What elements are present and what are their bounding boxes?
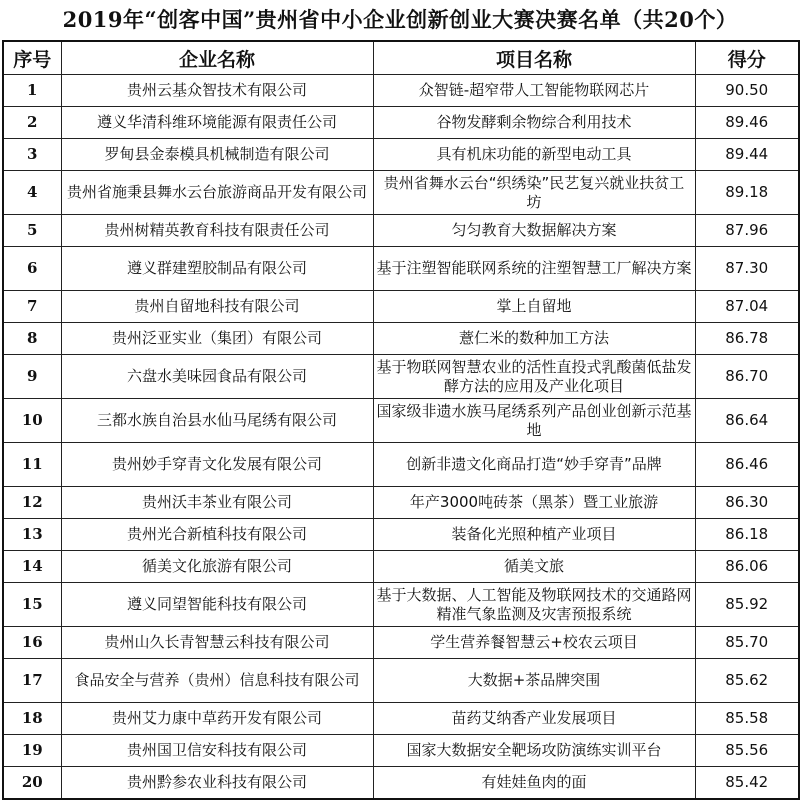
row-project: 基于注塑智能联网系统的注塑智慧工厂解决方案 [373, 247, 695, 291]
table-row [3, 355, 799, 399]
row-project: 创新非遗文化商品打造“妙手穿青”品牌 [373, 443, 695, 487]
table-row [3, 627, 799, 659]
table-row [3, 247, 799, 291]
row-score: 90.50 [695, 75, 799, 107]
row-score: 87.04 [695, 291, 799, 323]
row-company: 遵义华清科维环境能源有限责任公司 [61, 107, 373, 139]
row-seq: 6 [3, 247, 61, 291]
row-project: 基于大数据、人工智能及物联网技术的交通路网精准气象监测及灾害预报系统 [373, 583, 695, 627]
row-project: 匀匀教育大数据解决方案 [373, 215, 695, 247]
row-seq: 18 [3, 703, 61, 735]
row-seq: 1 [3, 75, 61, 107]
table-header-row [3, 41, 799, 75]
row-score: 87.30 [695, 247, 799, 291]
row-seq: 16 [3, 627, 61, 659]
header-score: 得分 [695, 41, 799, 75]
row-company: 贵州光合新植科技有限公司 [61, 519, 373, 551]
row-seq: 17 [3, 659, 61, 703]
row-score: 86.46 [695, 443, 799, 487]
row-seq: 3 [3, 139, 61, 171]
row-company: 贵州泛亚实业（集团）有限公司 [61, 323, 373, 355]
header-seq: 序号 [3, 41, 61, 75]
table-row [3, 767, 799, 800]
row-project: 具有机床功能的新型电动工具 [373, 139, 695, 171]
header-company: 企业名称 [61, 41, 373, 75]
row-seq: 12 [3, 487, 61, 519]
row-seq: 11 [3, 443, 61, 487]
row-score: 85.42 [695, 767, 799, 800]
table-row [3, 75, 799, 107]
row-company: 贵州省施秉县舞水云台旅游商品开发有限公司 [61, 171, 373, 215]
row-score: 86.78 [695, 323, 799, 355]
row-project: 基于物联网智慧农业的活性直投式乳酸菌低盐发酵方法的应用及产业化项目 [373, 355, 695, 399]
row-company: 贵州艾力康中草药开发有限公司 [61, 703, 373, 735]
row-score: 86.64 [695, 399, 799, 443]
row-company: 贵州山久长青智慧云科技有限公司 [61, 627, 373, 659]
row-project: 苗药艾纳香产业发展项目 [373, 703, 695, 735]
table-row [3, 399, 799, 443]
row-company: 贵州自留地科技有限公司 [61, 291, 373, 323]
row-project: 众智链-超窄带人工智能物联网芯片 [373, 75, 695, 107]
row-company: 贵州黔参农业科技有限公司 [61, 767, 373, 800]
row-score: 85.92 [695, 583, 799, 627]
table-row [3, 659, 799, 703]
row-score: 86.30 [695, 487, 799, 519]
row-project: 薏仁米的数种加工方法 [373, 323, 695, 355]
row-score: 85.62 [695, 659, 799, 703]
row-score: 85.56 [695, 735, 799, 767]
row-seq: 19 [3, 735, 61, 767]
row-score: 89.44 [695, 139, 799, 171]
row-project: 国家大数据安全靶场攻防演练实训平台 [373, 735, 695, 767]
row-project: 谷物发酵剩余物综合利用技术 [373, 107, 695, 139]
row-score: 89.46 [695, 107, 799, 139]
table-row [3, 171, 799, 215]
header-project: 项目名称 [373, 41, 695, 75]
table-row [3, 139, 799, 171]
table-row [3, 215, 799, 247]
row-score: 85.70 [695, 627, 799, 659]
table-row [3, 551, 799, 583]
row-score: 86.06 [695, 551, 799, 583]
table-row [3, 291, 799, 323]
row-seq: 7 [3, 291, 61, 323]
row-project: 大数据+茶品牌突围 [373, 659, 695, 703]
finalists-table [2, 40, 800, 800]
row-project: 学生营养餐智慧云+校农云项目 [373, 627, 695, 659]
table-row [3, 443, 799, 487]
row-company: 遵义群建塑胶制品有限公司 [61, 247, 373, 291]
row-project: 有娃娃鱼肉的面 [373, 767, 695, 800]
row-score: 86.18 [695, 519, 799, 551]
table-row [3, 583, 799, 627]
row-score: 87.96 [695, 215, 799, 247]
row-seq: 2 [3, 107, 61, 139]
row-company: 六盘水美味园食品有限公司 [61, 355, 373, 399]
row-project: 贵州省舞水云台“织绣染”民艺复兴就业扶贫工坊 [373, 171, 695, 215]
row-seq: 5 [3, 215, 61, 247]
row-company: 贵州国卫信安科技有限公司 [61, 735, 373, 767]
row-project: 掌上自留地 [373, 291, 695, 323]
row-seq: 14 [3, 551, 61, 583]
table-row [3, 323, 799, 355]
row-project: 装备化光照种植产业项目 [373, 519, 695, 551]
row-company: 贵州树精英教育科技有限责任公司 [61, 215, 373, 247]
row-company: 三都水族自治县水仙马尾绣有限公司 [61, 399, 373, 443]
row-seq: 9 [3, 355, 61, 399]
row-project: 国家级非遗水族马尾绣系列产品创业创新示范基地 [373, 399, 695, 443]
row-company: 食品安全与营养（贵州）信息科技有限公司 [61, 659, 373, 703]
table-row [3, 487, 799, 519]
row-company: 遵义同望智能科技有限公司 [61, 583, 373, 627]
row-seq: 10 [3, 399, 61, 443]
row-company: 罗甸县金泰模具机械制造有限公司 [61, 139, 373, 171]
table-row [3, 107, 799, 139]
table-row [3, 735, 799, 767]
row-seq: 4 [3, 171, 61, 215]
row-company: 贵州妙手穿青文化发展有限公司 [61, 443, 373, 487]
row-project: 年产3000吨砖茶（黑茶）暨工业旅游 [373, 487, 695, 519]
row-score: 85.58 [695, 703, 799, 735]
row-company: 贵州云基众智技术有限公司 [61, 75, 373, 107]
row-score: 86.70 [695, 355, 799, 399]
row-seq: 20 [3, 767, 61, 800]
row-company: 贵州沃丰茶业有限公司 [61, 487, 373, 519]
table-row [3, 703, 799, 735]
row-company: 循美文化旅游有限公司 [61, 551, 373, 583]
row-seq: 13 [3, 519, 61, 551]
row-seq: 15 [3, 583, 61, 627]
row-score: 89.18 [695, 171, 799, 215]
table-row [3, 519, 799, 551]
document-title: 2019年“创客中国”贵州省中小企业创新创业大赛决赛名单（共20个） [62, 7, 738, 32]
row-project: 循美文旅 [373, 551, 695, 583]
row-seq: 8 [3, 323, 61, 355]
